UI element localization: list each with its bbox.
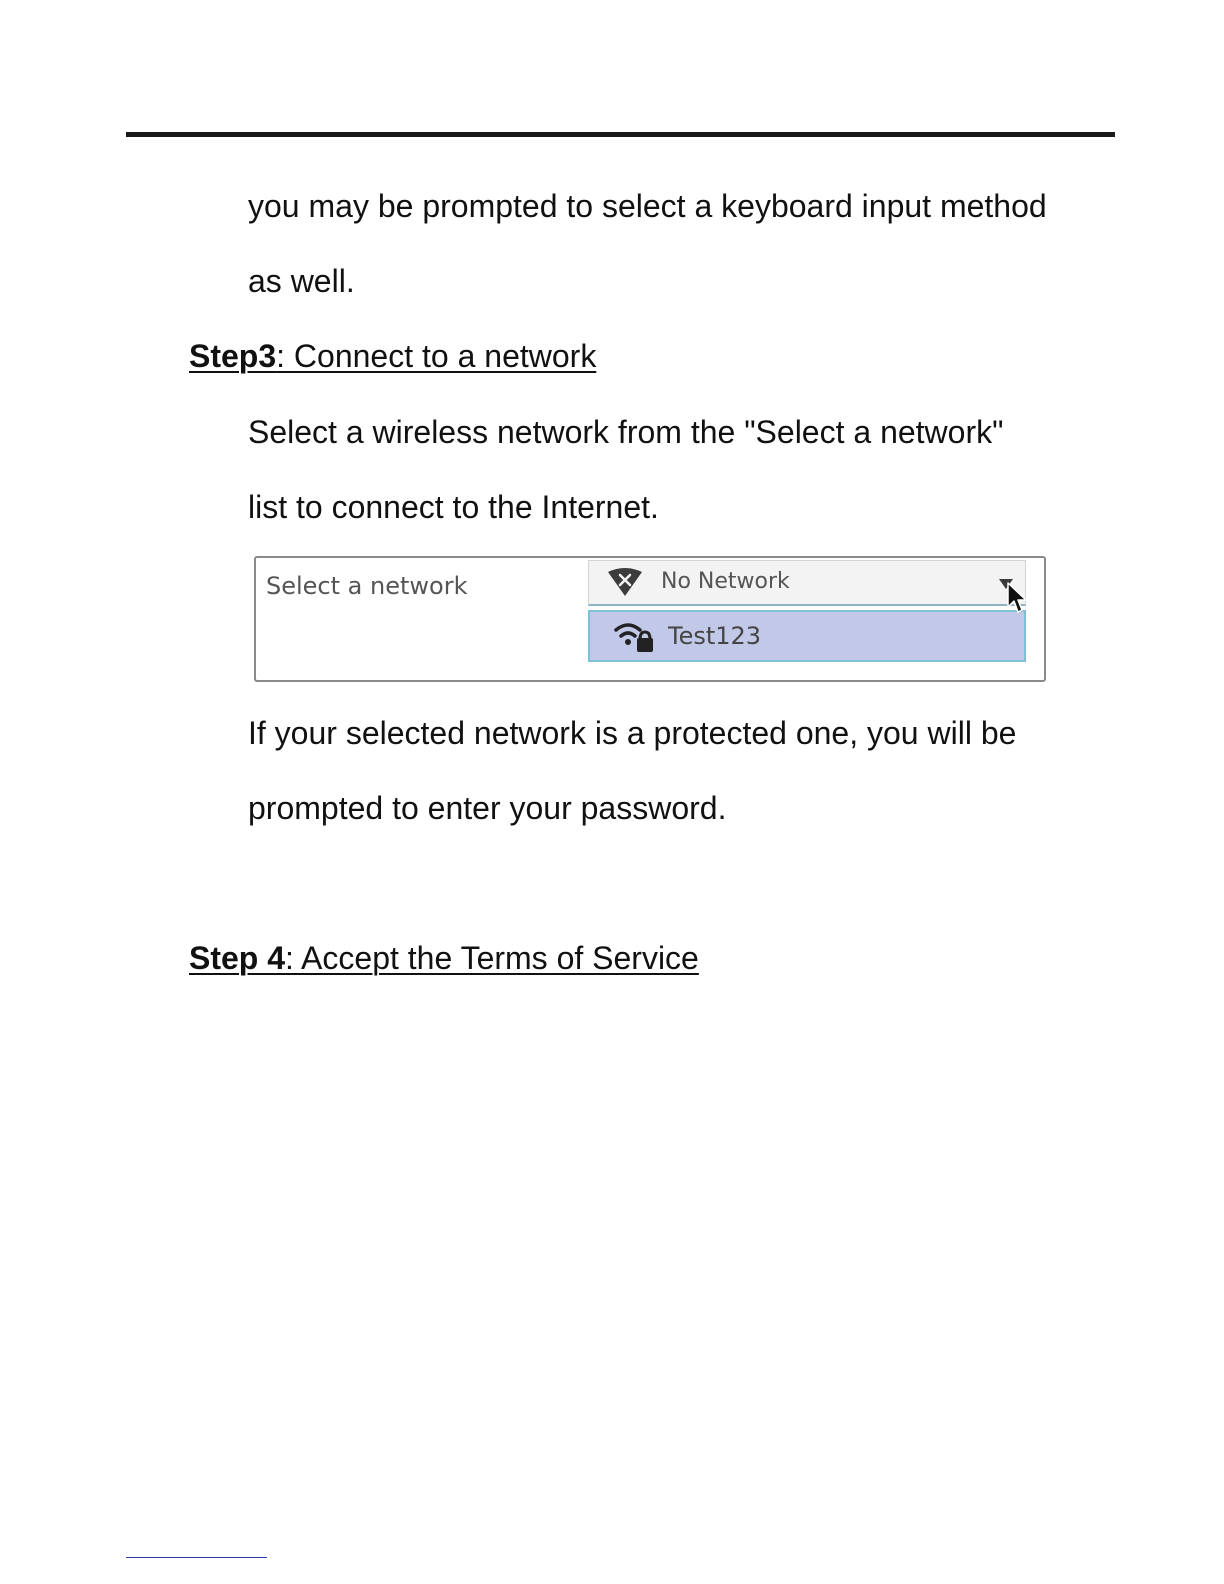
network-dropdown[interactable]: [588, 560, 1026, 606]
step3-label: Step3: [189, 338, 277, 374]
step3-title: : Connect to a network: [276, 338, 597, 374]
step3-line-2: list to connect to the Internet.: [248, 489, 659, 525]
select-network-label: Select a network: [266, 572, 468, 600]
network-selector-panel: [254, 556, 1046, 682]
step3-line-1: Select a wireless network from the "Select a network": [248, 414, 1004, 450]
intro-line-2: as well.: [248, 263, 355, 299]
step3-heading: [189, 336, 596, 376]
network-dropdown-value: No Network: [661, 569, 790, 594]
footnote-separator: [126, 1557, 267, 1558]
network-option-label: Test123: [668, 622, 762, 650]
no-network-icon: [607, 568, 643, 598]
network-option-test123[interactable]: [588, 610, 1026, 662]
step4-heading: [189, 938, 699, 978]
step4-title: : Accept the Terms of Service: [285, 940, 699, 976]
header-rule: [126, 132, 1115, 137]
wifi-lock-icon: [614, 620, 658, 654]
mouse-pointer-icon: [1006, 582, 1028, 614]
after-widget-line-1: If your selected network is a protected one, you will be: [248, 715, 1017, 751]
intro-line-1: you may be prompted to select a keyboard input method: [248, 188, 1047, 224]
step4-label: Step 4: [189, 940, 286, 976]
after-widget-line-2: prompted to enter your password.: [248, 790, 727, 826]
